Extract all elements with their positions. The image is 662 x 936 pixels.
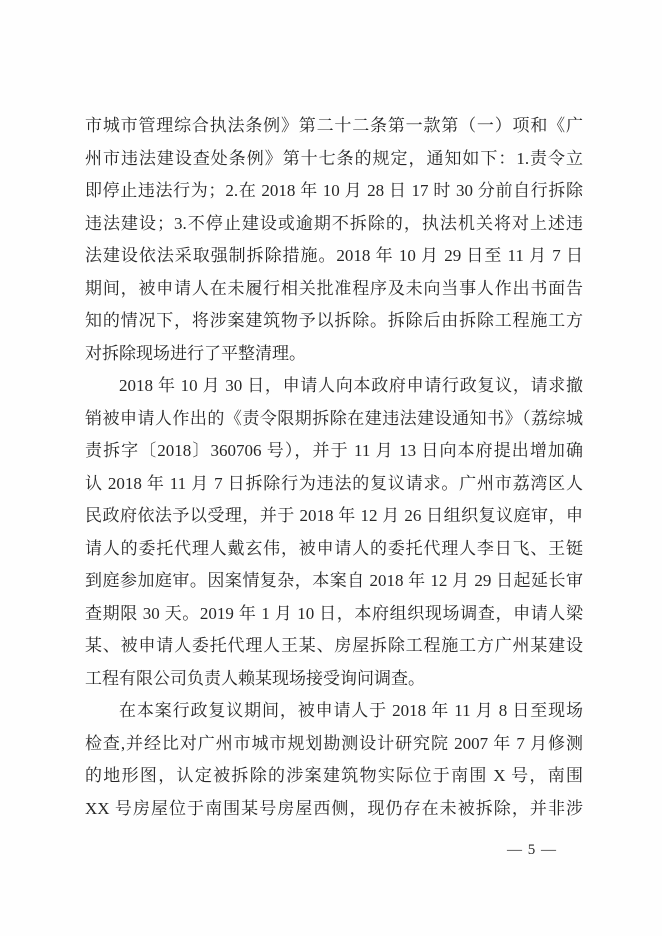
- text-line: 认 2018 年 11 月 7 日拆除行为违法的复议请求。广州市荔湾区人: [85, 473, 583, 493]
- text-line: 即停止违法行为；2.在 2018 年 10 月 28 日 17 时 30 分前自行拆除: [85, 181, 583, 200]
- text-line: 工程有限公司负责人赖某现场接受询问调查。: [85, 668, 425, 688]
- text-line: 法建设依法采取强制拆除措施。2018 年 10 月 29 日至 11 月 7 日: [85, 246, 583, 265]
- text-line: 违法建设；3.不停止建设或逾期不拆除的，执法机关将对上述违: [85, 213, 583, 233]
- text-line: 检查,并经比对广州市城市规划勘测设计研究院 2007 年 7 月修测: [85, 733, 583, 753]
- text-line: 某、被申请人委托代理人王某、房屋拆除工程施工方广州某建设: [85, 636, 583, 655]
- text-line: 州市违法建设查处条例》第十七条的规定，通知如下：1.责令立: [85, 148, 583, 168]
- text-line: 销被申请人作出的《责令限期拆除在建违法建设通知书》（荔综城: [85, 408, 583, 428]
- text-line: 对拆除现场进行了平整清理。: [85, 343, 306, 363]
- paragraph-1: [85, 110, 583, 370]
- text-line: 在本案行政复议期间，被申请人于 2018 年 11 月 8 日至现场: [119, 701, 583, 720]
- paragraph-3: [85, 695, 583, 825]
- text-line: XX 号房屋位于南围某号房屋西侧，现仍存在未被拆除，并非涉: [85, 798, 583, 818]
- text-line: 期间，被申请人在未履行相关批准程序及未向当事人作出书面告: [85, 278, 583, 298]
- page-number: — 5 —: [507, 842, 557, 858]
- body-text: [85, 110, 583, 825]
- text-line: 知的情况下，将涉案建筑物予以拆除。拆除后由拆除工程施工方: [85, 311, 583, 330]
- text-line: 到庭参加庭审。因案情复杂，本案自 2018 年 12 月 29 日起延长审: [85, 571, 583, 590]
- text-line: 查期限 30 天。2019 年 1 月 10 日，本府组织现场调查，申请人梁: [85, 603, 583, 623]
- text-line: 的地形图，认定被拆除的涉案建筑物实际位于南围 X 号，南围: [85, 766, 583, 785]
- text-line: 责拆字〔2018〕360706 号），并于 11 月 13 日向本府提出增加确: [85, 441, 583, 460]
- text-line: 市城市管理综合执法条例》第二十二条第一款第（一）项和《广: [85, 116, 583, 135]
- text-line: 请人的委托代理人戴玄伟，被申请人的委托代理人李日飞、王铤: [85, 538, 583, 558]
- text-line: 民政府依法予以受理，并于 2018 年 12 月 26 日组织复议庭审，申: [85, 506, 583, 525]
- text-line: 2018 年 10 月 30 日，申请人向本政府申请行政复议，请求撤: [119, 376, 583, 395]
- paragraph-2: [85, 370, 583, 695]
